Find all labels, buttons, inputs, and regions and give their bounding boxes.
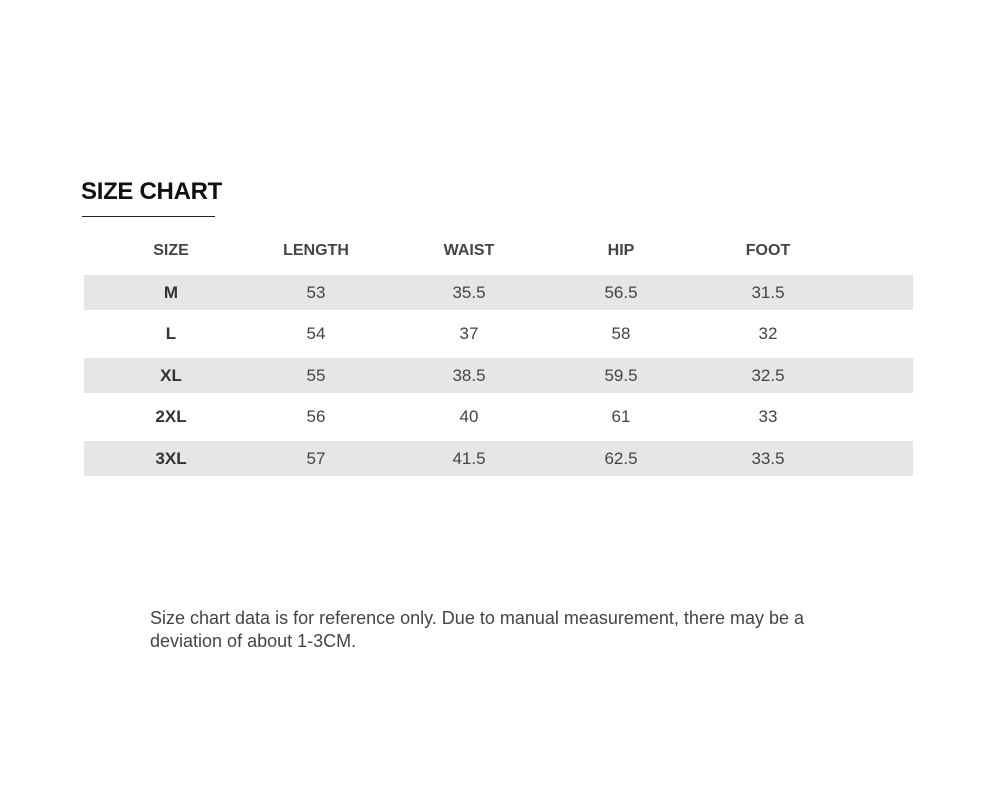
page-title: SIZE CHART bbox=[81, 178, 223, 205]
cell-size: M bbox=[163, 282, 179, 302]
disclaimer-note: Size chart data is for reference only. Due to manual measurement, there may be a deviation of about 1-3CM. bbox=[150, 608, 804, 651]
cell-waist: 38.5 bbox=[452, 365, 486, 385]
table-row bbox=[84, 400, 913, 435]
cell-hip: 59.5 bbox=[604, 365, 638, 385]
size-table bbox=[84, 232, 913, 483]
title-underline bbox=[82, 216, 215, 217]
cell-size: L bbox=[165, 324, 177, 343]
cell-size: XL bbox=[160, 365, 182, 385]
header-waist: WAIST bbox=[443, 241, 495, 259]
cell-waist: 35.5 bbox=[452, 282, 486, 302]
header-size: SIZE bbox=[153, 241, 189, 259]
table-row bbox=[84, 358, 913, 393]
table-row bbox=[84, 275, 913, 310]
cell-waist: 37 bbox=[459, 324, 479, 343]
cell-foot: 33.5 bbox=[751, 448, 785, 468]
cell-hip: 62.5 bbox=[604, 448, 638, 468]
cell-waist: 41.5 bbox=[452, 448, 486, 468]
cell-waist: 40 bbox=[459, 407, 479, 426]
header-hip: HIP bbox=[607, 241, 635, 259]
cell-foot: 32 bbox=[758, 324, 778, 343]
cell-hip: 58 bbox=[611, 324, 631, 343]
cell-length: 53 bbox=[306, 282, 326, 302]
table-row bbox=[84, 441, 913, 476]
header-foot: FOOT bbox=[745, 241, 791, 259]
header-length: LENGTH bbox=[283, 241, 349, 259]
cell-hip: 61 bbox=[611, 407, 631, 426]
table-row bbox=[84, 317, 913, 352]
cell-length: 56 bbox=[306, 407, 326, 426]
cell-foot: 33 bbox=[758, 407, 778, 426]
cell-length: 55 bbox=[306, 365, 326, 385]
cell-hip: 56.5 bbox=[604, 282, 638, 302]
cell-length: 57 bbox=[306, 448, 326, 468]
cell-size: 2XL bbox=[155, 407, 187, 426]
cell-foot: 32.5 bbox=[751, 365, 785, 385]
cell-length: 54 bbox=[306, 324, 326, 343]
table-header-row bbox=[84, 232, 913, 269]
cell-foot: 31.5 bbox=[751, 282, 785, 302]
cell-size: 3XL bbox=[155, 448, 187, 468]
